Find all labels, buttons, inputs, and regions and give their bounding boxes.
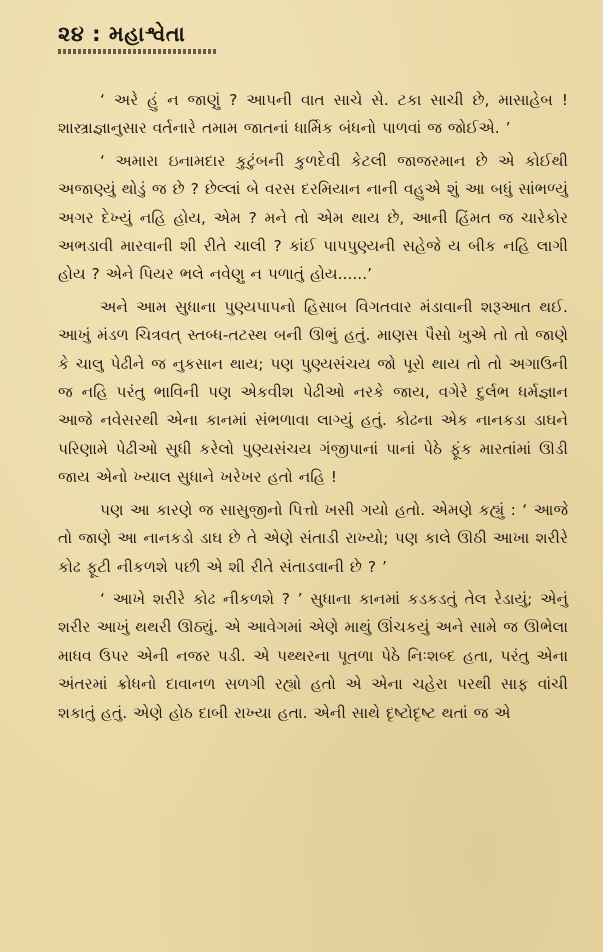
paragraph: ‘ અમારા ઇનામદાર કુટુંબની કુળદેવી કેટલી જાજરમાન છે એ કોઈથી અજાણ્યું થોડું જ છે ? છેલ્લાં બે વરસ દરમિયાન નાની વહુએ શું આ બધું સાંભળ્યું અગર દેખ્યું નહિ હોય, એમ ? મને તો એમ થાય છે, આની હિંમત જ ચારેકોર અભડાવી મારવાની શી રીતે ચાલી ? કાંઈ પાપપુણ્યની સહેજે ય બીક નહિ લાગી હોય ? એને પિયર ભલે નવેણુ ન પળાતું હોય......’: [58, 151, 568, 284]
paragraph: પણ આ કારણે જ સાસુજીનો પિત્તો ખસી ગયો હતો. એમણે કહ્યું : ‘ આજે તો જાણે આ નાનકડો ડાઘ છે તે એણે સંતાડી રાખ્યો; પણ કાલે ઊઠી આખા શરીરે કોઢ ફૂટી નીકળશે પછી એ શી રીતે સંતાડવાની છે ? ’: [58, 500, 568, 576]
page-title: ૨૪ : મહાશ્વેતા: [58, 22, 186, 46]
page-body: [58, 86, 568, 731]
paragraph: ‘ આખે શરીરે કોઢ નીકળશે ? ’ સુધાના કાનમાં કડકડતું તેલ રેડાયું; એનું શરીર આખું થથરી ઊઠ્યું. એ આવેગમાં એણે માથું ઊંચકયું અને સામે જ ઊભેલા માધવ ઉપર એની નજર પડી. એ પથ્થરના પૂતળા પેઠે નિઃશબ્દ હતા, પરંતુ એના અંતરમાં ક્રોધનો દાવાનળ સળગી રહ્યો હતો એ એના ચહેરા પરથી સાફ વાંચી શકાતું હતું. એણે હોઠ દાબી રાખ્યા હતા. એની સાથે દૃષ્ટોદૃષ્ટ થતાં જ એ: [58, 589, 568, 722]
paragraph: ‘ અરે હું ન જાણું ? આપની વાત સાચે સે. ટકા સાચી છે, માસાહેબ ! શાસ્ત્રાજ્ઞાનુસાર વર્તનારે તમામ જાતનાં ધાર્મિક બંધનો પાળવાં જ જોઈએ. ’: [58, 91, 568, 138]
header-underline: [58, 49, 216, 54]
paragraph: અને આમ સુધાના પુણ્યપાપનો હિસાબ વિગતવાર મંડાવાની શરૂઆત થઈ. આખું મંડળ ચિત્રવત્ સ્તબ્ધ-તટસ્થ બની ઊભું હતું. માણસ પૈસો ખુએ તો તો જાણે કે ચાલુ પેઢીને જ નુકસાન થાય; પણ પુણ્યસંચય જો પૂરો થાય તો તો અગાઉની જ નહિ પરંતુ ભાવિની પણ એકવીશ પેઢીઓ નરકે જાય, વગેરે દુર્લભ ધર્મજ્ઞાન આજે નવેસરથી એના કાનમાં સંભળાવા લાગ્યું હતું. કોઢના એક નાનકડા ડાઘને પરિણામે પેઢીઓ સુધી કરેલો પુણ્યસંચય ગંજીપાનાં પાનાં પેઠે ફૂંક મારતાંમાં ઊડી જાય એનો ખ્યાલ સુધાને ખરેખર હતો નહિ !: [58, 297, 568, 487]
page-header: [58, 22, 216, 54]
